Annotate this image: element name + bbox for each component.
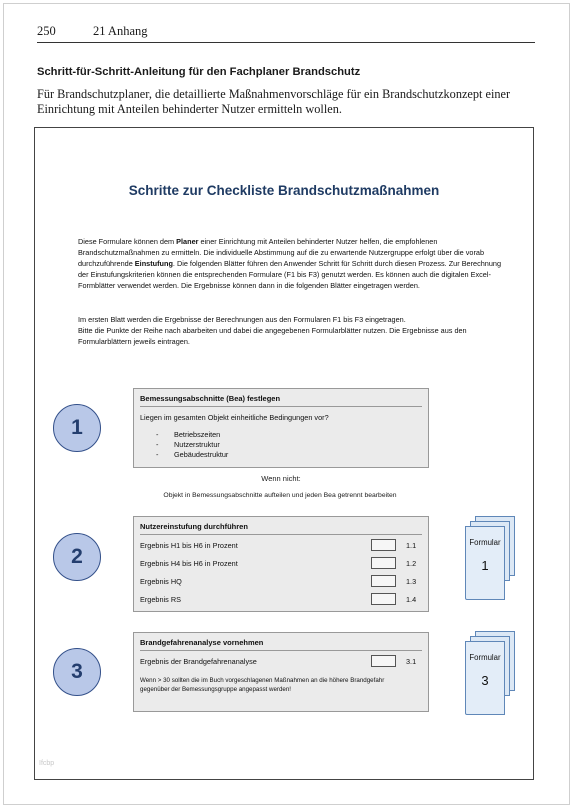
section-title: Schritt-für-Schritt-Anleitung für den Fachplaner Brandschutz (37, 66, 361, 78)
corner-stamp: Ifcbp (39, 760, 55, 767)
step-2-box (133, 516, 429, 612)
result-row (140, 557, 424, 571)
result-label: Ergebnis RS (140, 595, 181, 604)
formular-number: 1 (481, 558, 489, 573)
objekt-instruction: Objekt in Bemessungsabschnitte aufteilen und jeden Bea getrennt bearbeiten (163, 492, 397, 499)
formular-1-icon (465, 516, 509, 611)
step-3-circle: 3 (53, 648, 101, 696)
header-rule (37, 42, 535, 43)
bullet-mark: - (156, 430, 159, 439)
step-3-note (140, 677, 384, 694)
para-text: Diese Formulare können dem (78, 237, 177, 246)
step-3-title: Brandgefahrenanalyse vornehmen (140, 638, 264, 647)
bullet-text: Betriebszeiten (174, 430, 221, 439)
note-line: gegenüber der Bemessungsgruppe angepasst werden! (140, 685, 292, 693)
result-input-1-3[interactable] (371, 575, 396, 587)
step-2-title: Nutzereinstufung durchführen (140, 522, 248, 531)
result-label: Ergebnis H1 bis H6 in Prozent (140, 541, 238, 550)
result-input-3-1[interactable] (371, 655, 396, 667)
result-label: Ergebnis HQ (140, 577, 182, 586)
checklist-figure (34, 127, 534, 780)
bullet-item (156, 440, 220, 449)
result-code: 1.2 (406, 559, 417, 568)
formular-number: 3 (481, 673, 489, 688)
figure-paragraph-2 (78, 314, 508, 347)
result-label: Ergebnis H4 bis H6 in Prozent (140, 559, 238, 568)
wenn-nicht-label: Wenn nicht: (261, 474, 301, 483)
divider (140, 650, 422, 651)
bullet-text: Nutzerstruktur (174, 440, 220, 449)
intro-paragraph: Für Brandschutzplaner, die detaillierte Maßnahmenvorschläge für ein Brandschutzkonzept einer Einrichtung mit Anteilen behinderter Nutzer ermitteln wollen. (37, 87, 511, 116)
result-row (140, 655, 424, 669)
result-code: 1.3 (406, 577, 417, 586)
formular-label: Formular (469, 538, 501, 547)
result-input-1-4[interactable] (371, 593, 396, 605)
step-1-box (133, 388, 429, 468)
result-label: Ergebnis der Brandgefahrenanalyse (140, 657, 257, 666)
divider (140, 534, 422, 535)
result-code: 3.1 (406, 657, 417, 666)
step-1-circle: 1 (53, 404, 101, 452)
bullet-item (156, 430, 220, 439)
formular-3-icon (465, 631, 509, 726)
result-input-1-2[interactable] (371, 557, 396, 569)
bullet-mark: - (156, 440, 159, 449)
step-1-question: Liegen im gesamten Objekt einheitliche Bedingungen vor? (140, 413, 329, 422)
step-2-circle: 2 (53, 533, 101, 581)
step-3-box (133, 632, 429, 712)
divider (140, 406, 422, 407)
formular-label: Formular (469, 653, 501, 662)
figure-title: Schritte zur Checkliste Brandschutzmaßnahmen (128, 183, 440, 198)
result-code: 1.4 (406, 595, 417, 604)
note-line: Wenn > 30 sollten die im Buch vorgeschlagenen Maßnahmen an die höhere Brandgefahr (140, 677, 385, 684)
figure-paragraph-1 (78, 236, 508, 291)
result-input-1-1[interactable] (371, 539, 396, 551)
para-text: . Die folgenden Blätter führen den Anwender Schritt für Schritt durch diesen Prozess. Zur Berechnung der Einstufungskriterien können die entsprechenden Formulare (F1 bis F3) genutzt werden. Es können auch die digitalen Excel-Formblätter verwendet werden. Die Ergebnisse können dann in die folgenden Blätter eingetragen werden. (78, 259, 502, 290)
result-row (140, 593, 424, 607)
bullet-mark: - (156, 450, 159, 459)
page-number: 250 (37, 24, 56, 38)
result-code: 1.1 (406, 541, 417, 550)
para-bold-planer: Planer (176, 237, 199, 246)
bullet-text: Gebäudestruktur (174, 450, 229, 459)
para-line: Im ersten Blatt werden die Ergebnisse der Berechnungen aus den Formularen F1 bis F3 eingetragen. (78, 315, 406, 324)
chapter-title: 21 Anhang (93, 24, 148, 38)
bullet-item (156, 450, 228, 459)
para-line: Bitte die Punkte der Reihe nach abarbeiten und dabei die angegebenen Formularblätter nutzen. Die Ergebnisse aus den Formularblättern jeweils eintragen. (78, 326, 467, 346)
step-1-title: Bemessungsabschnitte (Bea) festlegen (140, 394, 281, 403)
result-row (140, 539, 424, 553)
para-bold-einstufung: Einstufung (134, 259, 173, 268)
result-row (140, 575, 424, 589)
para-text: einer Einrichtung mit Anteilen behinderter Nutzer helfen, die empfohlenen Brandschutzmaßnahmen zu ermitteln. Die individuelle Abstimmung auf die zu erwartende Nutzergruppe erfolgt über die vorab durchzuführende (78, 237, 485, 268)
